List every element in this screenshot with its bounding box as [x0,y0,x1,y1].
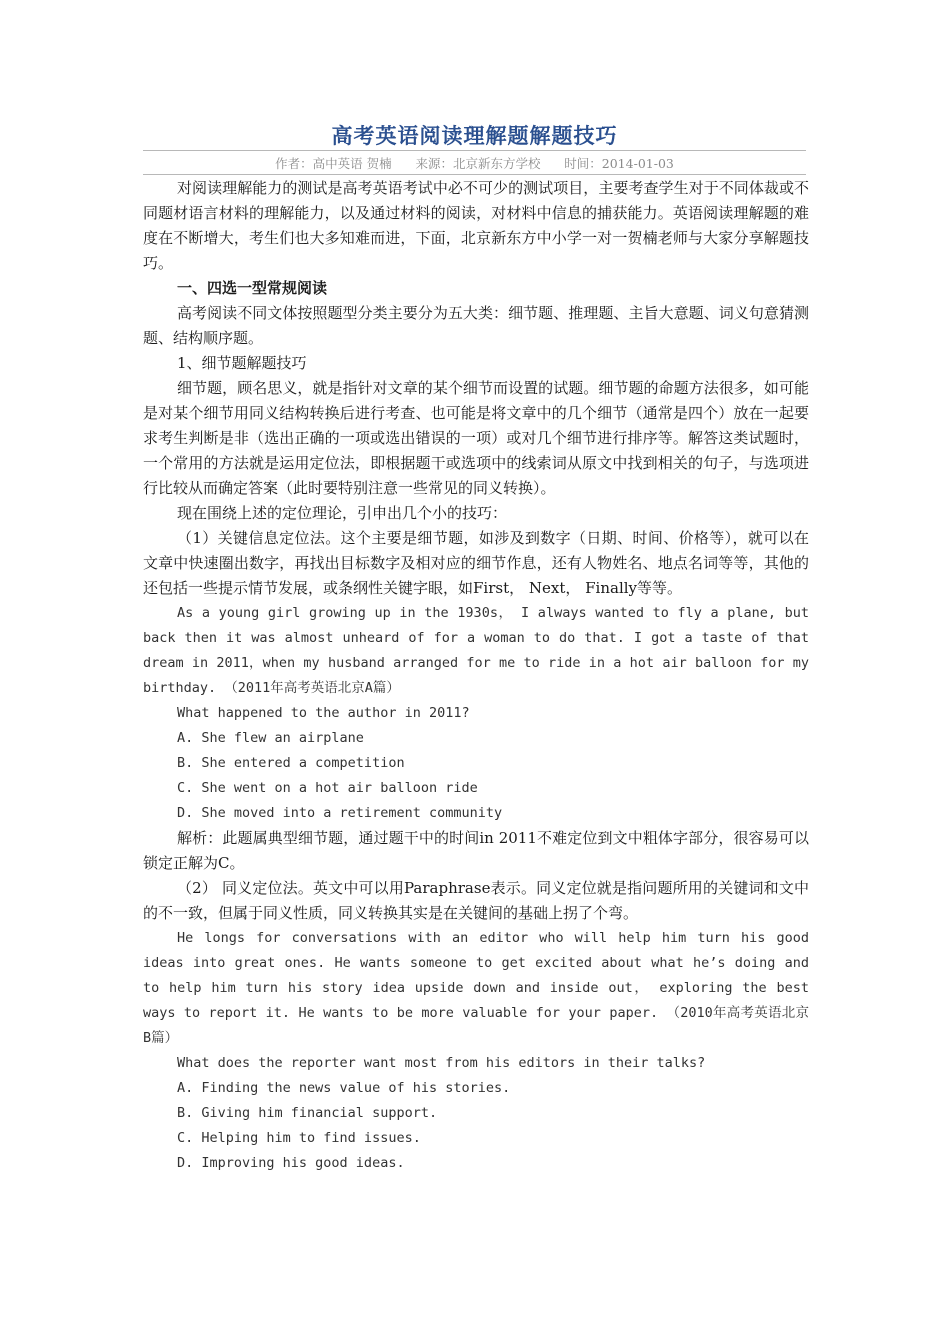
title-divider [143,150,806,151]
option-item: C. She went on a hot air balloon ride [177,780,478,796]
locate-intro-paragraph: 现在围绕上述的定位理论，引申出几个小的技巧： [177,504,508,522]
detail-paragraph: 细节题，顾名思义，就是指针对文章的某个细节而设置的试题。细节题的命题方法很多，如可能是对某个细节用同义结构转换后进行考查、也可能是将文章中的几个细节（通常是四个）放在一起要求考生判断是非（选出正确的一项或选出错误的一项）或对几个细节进行排序等。解答这类试题时，一个常用的方法就是运用定位法，即根据题干或选项中的线索词从原文中找到相关的句子，与选项进行比较从而确定答案（此时要特别注意一些常见的同义转换）。 [143,379,809,497]
example-passage: As a young girl growing up in the 1930s， I always wanted to fly a plane, but back then it was almost unheard of for a woman to do that. I got a taste of that dream in 2011，when my husband arranged for me to ride in a hot air balloon for my birthday. （2011年高考英语北京A篇） [143,605,809,696]
example-question: What happened to the author in 2011? [177,705,470,721]
tip-paragraph: （2） 同义定位法。英文中可以用Paraphrase表示。同义定位就是指问题所用的关键词和文中的不一致，但属于同义性质，同义转换其实是在关键间的基础上拐了个弯。 [143,879,809,922]
analysis-paragraph: 解析：此题属典型细节题，通过题干中的时间in 2011不难定位到文中粗体字部分，很容易可以锁定正解为C。 [143,829,809,872]
option-item: C. Helping him to find issues. [177,1130,421,1146]
option-item: A. She flew an airplane [177,730,364,746]
tip-paragraph: （1）关键信息定位法。这个主要是细节题，如涉及到数字（日期、时间、价格等），就可以在文章中快速圈出数字，再找出目标数字及相对应的细节作息，还有人物姓名、地点名词等等，其他的还包括一些提示情节发展，或条纲性关键字眼，如First， Next， Finally等等。 [143,529,809,597]
option-item: A. Finding the news value of his stories. [177,1080,511,1096]
intro-paragraph: 对阅读理解能力的测试是高考英语考试中必不可少的测试项目，主要考查学生对于不同体裁或不同题材语言材料的理解能力，以及通过材料的阅读，对材料中信息的捕获能力。英语阅读理解题的难度在不断增大，考生们也大多知难而进，下面，北京新东方中小学一对一贺楠老师与大家分享解题技巧。 [143,179,809,272]
section-paragraph: 高考阅读不同文体按照题型分类主要分为五大类：细节题、推理题、主旨大意题、词义句意猜测题、结构顺序题。 [143,304,809,347]
meta-divider [143,174,806,175]
option-item: B. She entered a competition [177,755,405,771]
article-meta: 作者：高中英语 贺楠 来源：北京新东方学校 时间：2014-01-03 [275,156,674,171]
subsection-heading: 1、细节题解题技巧 [177,354,307,372]
section-heading: 一、四选一型常规阅读 [177,279,328,297]
example-passage: He longs for conversations with an editor who will help him turn his good ideas into great ones. He wants someone to get excited about what he’s doing and to help him turn his story idea upside down and inside out， exploring the best ways to report it. He wants to be more valuable for your paper. （2010年高考英语北京B篇） [143,930,809,1046]
option-item: D. Improving his good ideas. [177,1155,405,1171]
option-item: D. She moved into a retirement community [177,805,503,821]
article-body [143,176,809,1176]
example-question: What does the reporter want most from his editors in their talks? [177,1055,706,1071]
option-item: B. Giving him financial support. [177,1105,438,1121]
article-title: 高考英语阅读理解题解题技巧 [331,124,618,148]
